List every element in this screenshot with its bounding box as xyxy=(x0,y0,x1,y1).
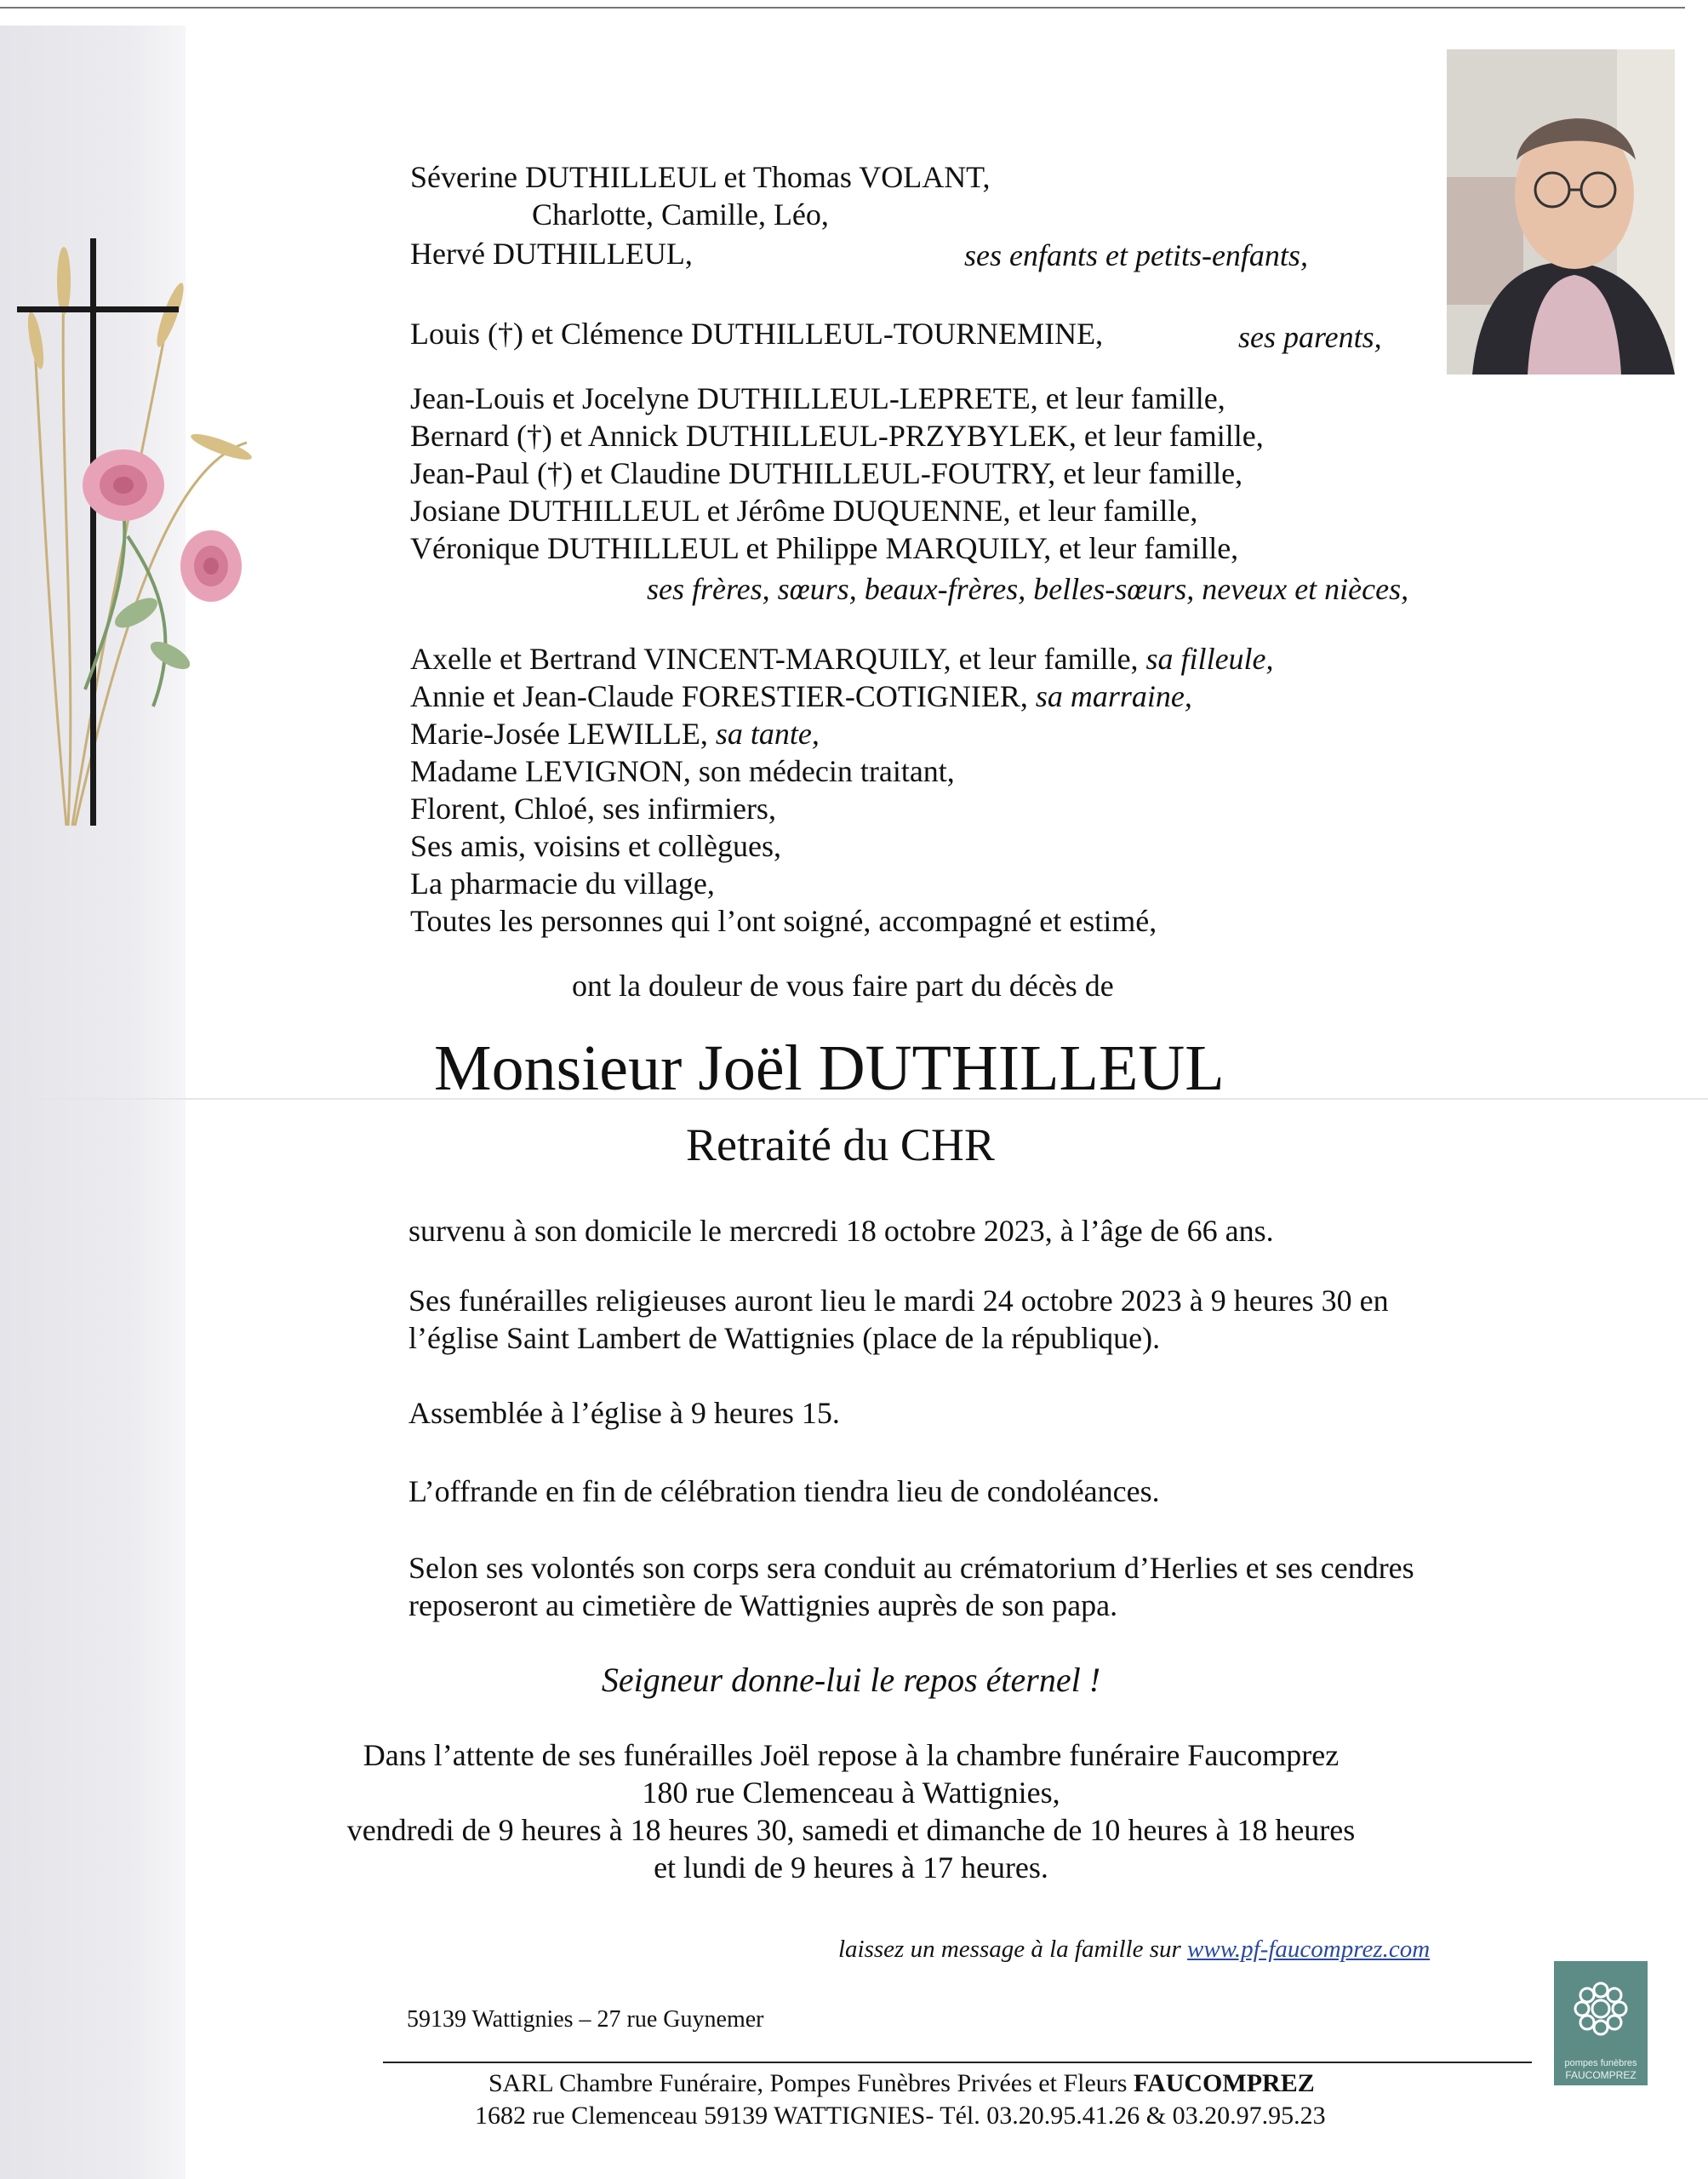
offering-note: L’offrande en fin de célébration tiendra lieu de condoléances. xyxy=(408,1474,1160,1508)
other-line: Toutes les personnes qui l’ont soigné, accompagné et estimé, xyxy=(410,904,1157,938)
aunt-line xyxy=(410,715,820,752)
rose-flowers xyxy=(83,449,242,706)
flower-emblem-icon xyxy=(1554,1968,1648,2053)
godmother-names: Annie et Jean-Claude FORESTIER-COTIGNIER, xyxy=(410,679,1028,713)
rest-line: et lundi de 9 heures à 17 heures. xyxy=(654,1850,1048,1884)
assembly-time: Assemblée à l’église à 9 heures 15. xyxy=(408,1396,840,1430)
company-prefix: SARL Chambre Funéraire, Pompes Funèbres Privées et Fleurs xyxy=(488,2069,1128,2097)
grandchildren-line: Charlotte, Camille, Léo, xyxy=(532,197,829,232)
sibling-line: Véronique DUTHILLEUL et Philippe MARQUILY, et leur famille, xyxy=(410,531,1239,565)
funeral-line-1: Ses funérailles religieuses auront lieu le mardi 24 octobre 2023 à 9 heures 30 en xyxy=(408,1284,1389,1318)
other-line: Madame LEVIGNON, son médecin traitant, xyxy=(410,754,955,788)
deceased-name: Monsieur Joël DUTHILLEUL xyxy=(434,1032,1225,1104)
goddaughter-line xyxy=(410,640,1274,678)
sibling-line: Bernard (†) et Annick DUTHILLEUL-PRZYBYLEK, et leur famille, xyxy=(410,419,1264,453)
sibling-line: Jean-Louis et Jocelyne DUTHILLEUL-LEPRETE, et leur famille, xyxy=(410,381,1225,415)
other-line: Florent, Chloé, ses infirmiers, xyxy=(410,792,776,826)
other-line: Ses amis, voisins et collègues, xyxy=(410,829,781,863)
deceased-occupation: Retraité du CHR xyxy=(686,1119,995,1170)
message-text: laissez un message à la famille sur xyxy=(838,1936,1181,1963)
prayer-line: Seigneur donne-lui le repos éternel ! xyxy=(601,1661,1101,1699)
sibling-line: Josiane DUTHILLEUL et Jérôme DUQUENNE, et leur famille, xyxy=(410,494,1198,528)
funeral-home-logo xyxy=(1554,1961,1648,2085)
parents-line: Louis (†) et Clémence DUTHILLEUL-TOURNEMINE, xyxy=(410,317,1104,351)
death-details: survenu à son domicile le mercredi 18 octobre 2023, à l’âge de 66 ans. xyxy=(408,1214,1274,1248)
sibling-line: Jean-Paul (†) et Claudine DUTHILLEUL-FOUTRY, et leur famille, xyxy=(410,456,1243,490)
cross-vertical-bar xyxy=(90,238,96,826)
godmother-line xyxy=(410,678,1192,715)
children-role: ses enfants et petits-enfants, xyxy=(964,238,1308,272)
cross-horizontal-bar xyxy=(17,306,179,312)
rest-line: vendredi de 9 heures à 18 heures 30, samedi et dimanche de 10 heures à 18 heures xyxy=(346,1813,1356,1847)
message-line xyxy=(838,1934,1430,1965)
aunt-name: Marie-Josée LEWILLE, xyxy=(410,717,708,751)
godmother-role: sa marraine, xyxy=(1035,679,1192,713)
logo-subtitle: pompes funèbres xyxy=(1564,2058,1637,2068)
logo-name: FAUCOMPREZ xyxy=(1565,2069,1637,2081)
cross-flowers-illustration xyxy=(9,230,255,843)
funeral-line-2: l’église Saint Lambert de Wattignies (place de la république). xyxy=(408,1321,1161,1355)
parents-role: ses parents, xyxy=(1238,320,1382,354)
portrait-photo xyxy=(1447,49,1675,375)
top-edge-line xyxy=(0,7,1685,9)
rest-line: 180 rue Clemenceau à Wattignies, xyxy=(642,1776,1060,1810)
footer-divider xyxy=(383,2062,1532,2063)
rest-line: Dans l’attente de ses funérailles Joël repose à la chambre funéraire Faucomprez xyxy=(363,1738,1340,1772)
crematorium-line-2: reposeront au cimetière de Wattignies auprès de son papa. xyxy=(408,1588,1118,1622)
aunt-role: sa tante, xyxy=(715,717,820,751)
company-line xyxy=(488,2068,1315,2099)
website-link[interactable]: www.pf-faucomprez.com xyxy=(1187,1936,1431,1963)
siblings-role: ses frères, sœurs, beaux-frères, belles-sœurs, neveux et nièces, xyxy=(647,572,1409,606)
goddaughter-role: sa filleule, xyxy=(1145,642,1274,676)
footer-address: 59139 Wattignies – 27 rue Guynemer xyxy=(407,2006,764,2033)
company-name: FAUCOMPREZ xyxy=(1133,2069,1315,2097)
announcement-intro: ont la douleur de vous faire part du décès de xyxy=(572,969,1114,1003)
company-contact: 1682 rue Clemenceau 59139 WATTIGNIES- Tél. 03.20.95.41.26 & 03.20.97.95.23 xyxy=(475,2102,1326,2130)
children-line-1: Séverine DUTHILLEUL et Thomas VOLANT, xyxy=(410,160,991,194)
children-line-3: Hervé DUTHILLEUL, xyxy=(410,237,693,271)
other-line: La pharmacie du village, xyxy=(410,866,715,901)
crematorium-line-1: Selon ses volontés son corps sera conduit au crématorium d’Herlies et ses cendres xyxy=(408,1551,1414,1585)
goddaughter-names: Axelle et Bertrand VINCENT-MARQUILY, et leur famille, xyxy=(410,642,1139,676)
